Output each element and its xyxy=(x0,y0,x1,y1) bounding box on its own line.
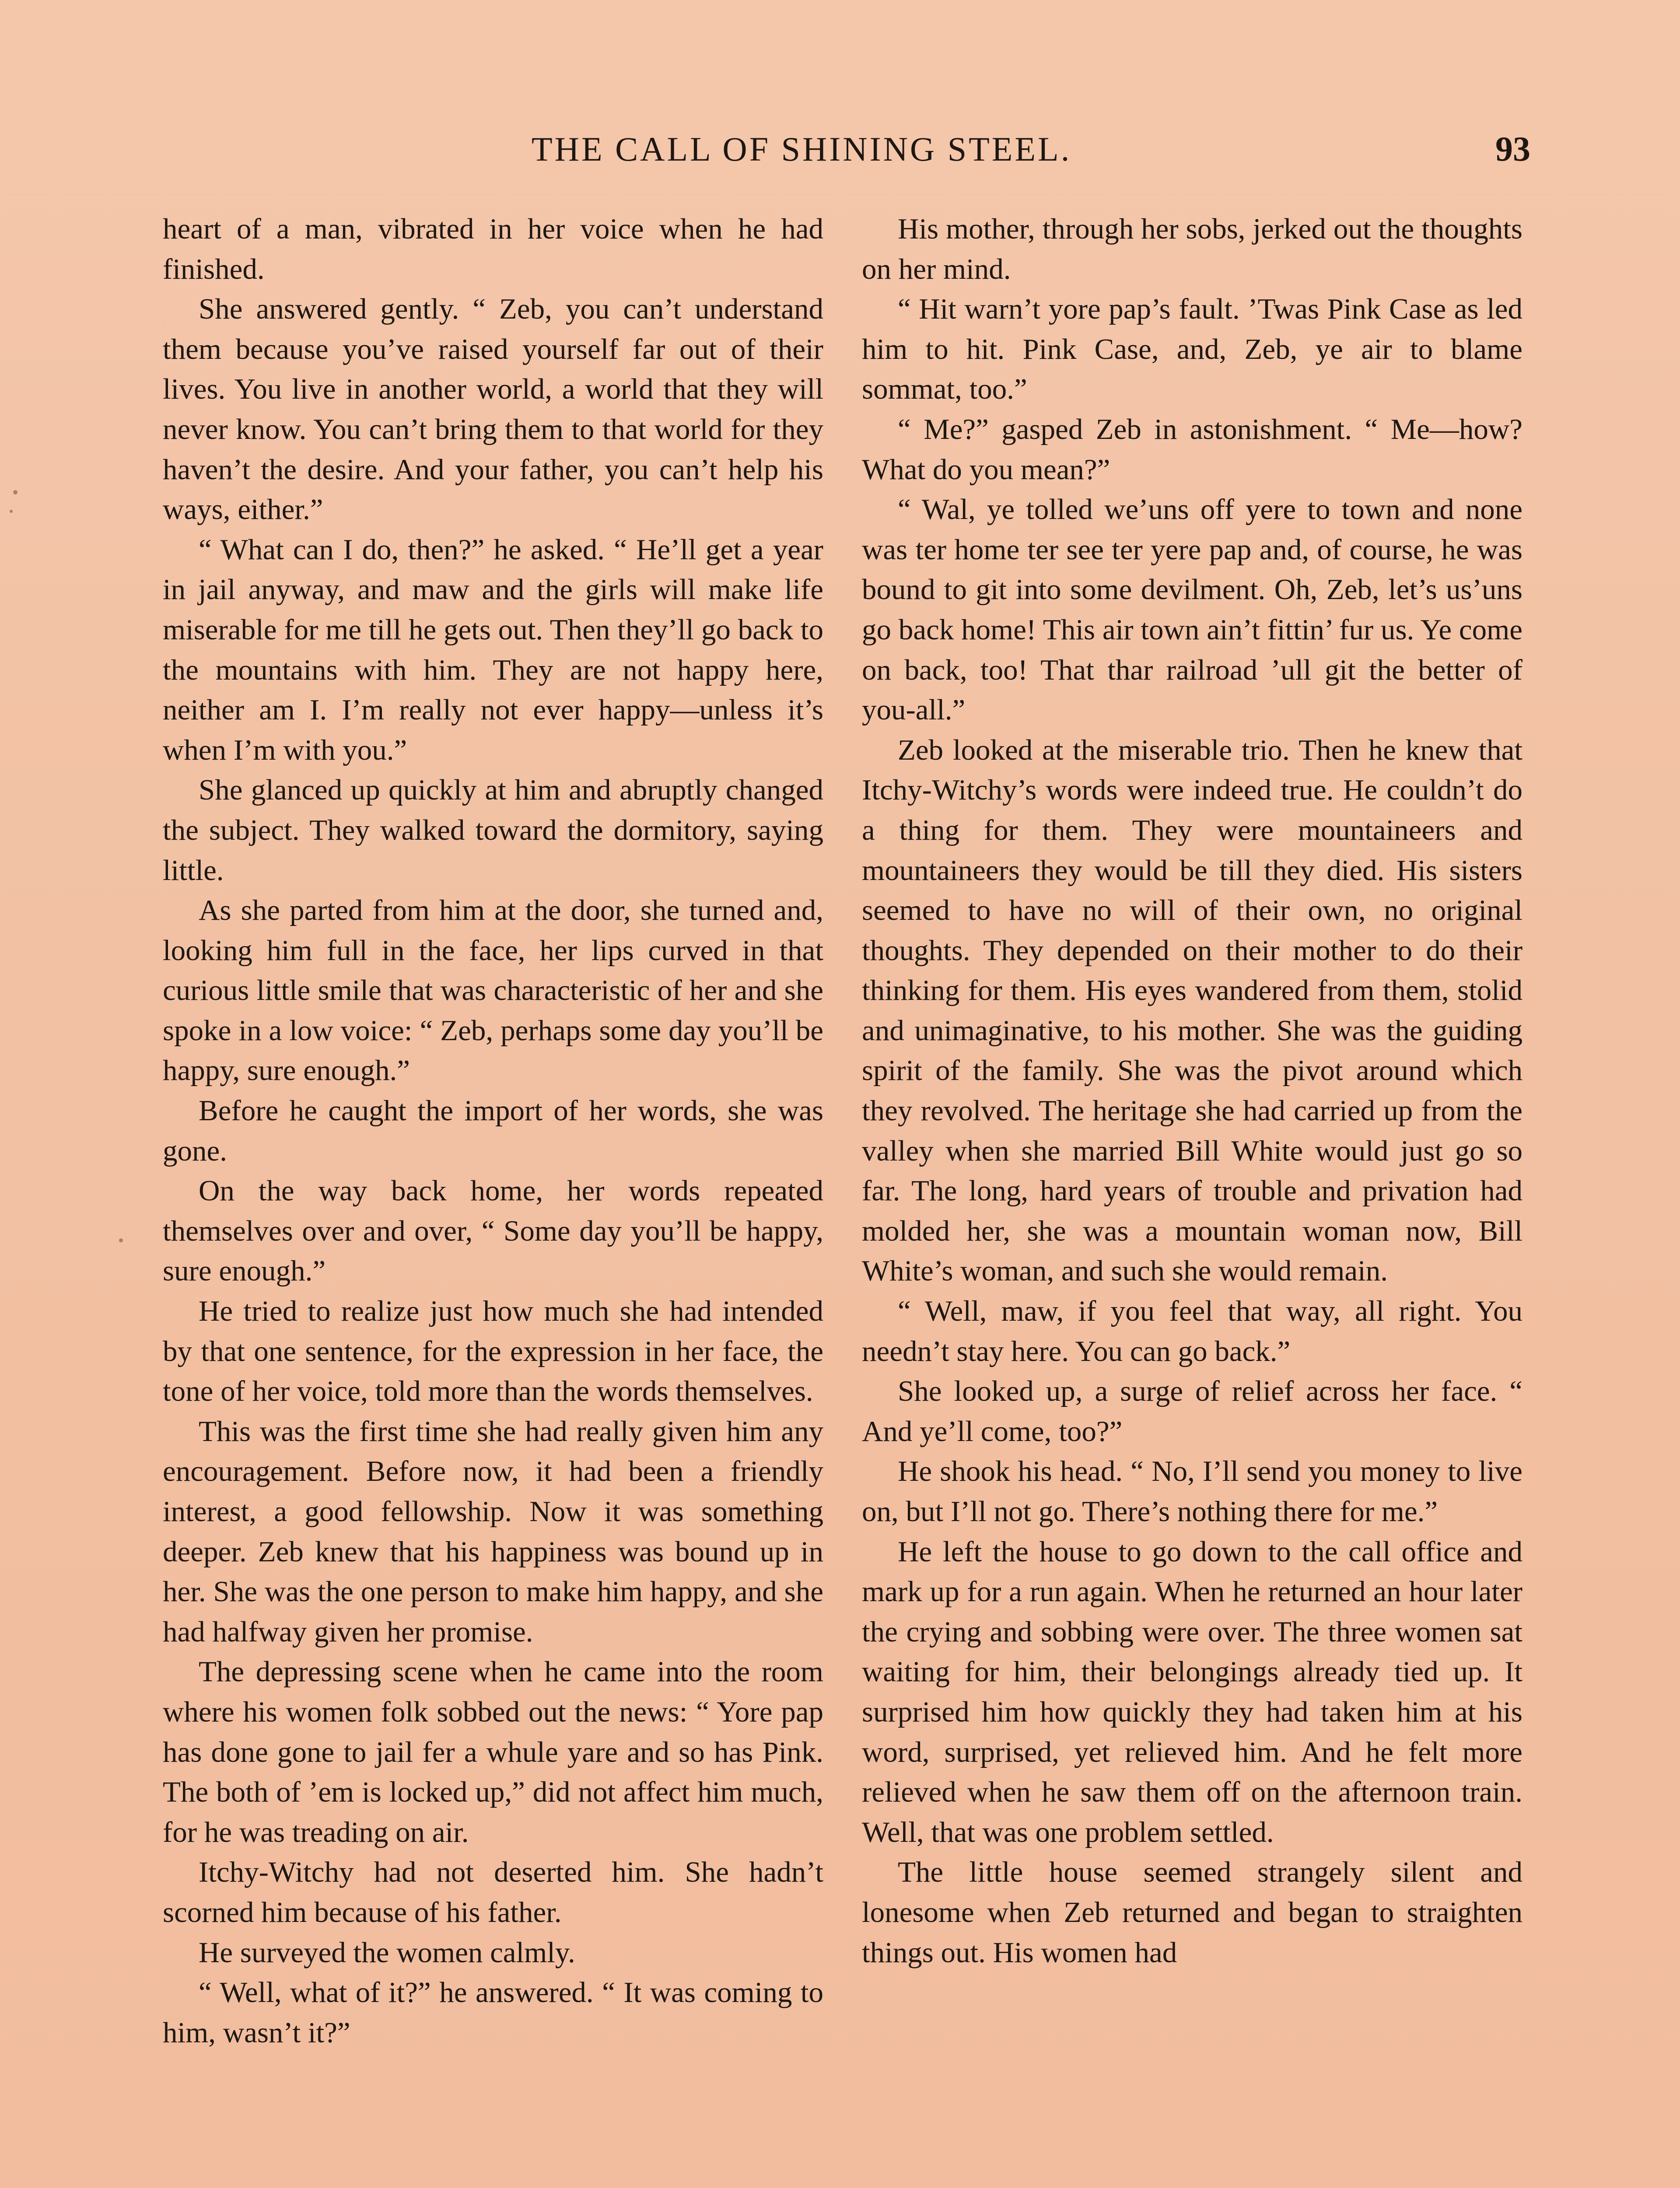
running-title: THE CALL OF SHINING STEEL. xyxy=(532,130,1072,168)
paragraph: The little house seemed strangely silent and lonesome when Zeb returned and began to straighten things out. His women had xyxy=(862,1856,1522,1969)
paragraph: She answered gently. “ Zeb, you can’t understand them because you’ve raised yourself far out of their lives. You live in another world, a world that they will never know. You can’t bring them to that world for they haven’t the desire. And your father, you can’t help his ways, either.” xyxy=(163,293,823,526)
paragraph: Zeb looked at the miserable trio. Then he knew that Itchy-Witchy’s words were indeed true. He couldn’t do a thing for them. They were mountaineers and mountaineers they would be till they died. His sisters seemed to have no will of their own, no original thoughts. They depended on their mother to do their thinking for them. His eyes wandered from them, stolid and unimaginative, to his mother. She was the guiding spirit of the family. She was the pivot around which they revolved. The heritage she had carried up from the valley when she married Bill White would just go so far. The long, hard years of trouble and privation had molded her, she was a mountain woman now, Bill White’s woman, and such she would remain. xyxy=(862,733,1522,1287)
paper-speck xyxy=(119,1238,123,1242)
right-column xyxy=(862,209,1522,1973)
paragraph: “ Hit warn’t yore pap’s fault. ’Twas Pink Case as led him to hit. Pink Case, and, Zeb, ye air to blame sommat, too.” xyxy=(862,293,1522,406)
paragraph: He tried to realize just how much she had intended by that one sentence, for the expression in her face, the tone of her voice, told more than the words themselves. xyxy=(163,1295,823,1408)
paragraph: Itchy-Witchy had not deserted him. She hadn’t scorned him because of his father. xyxy=(163,1856,823,1929)
paragraph: As she parted from him at the door, she turned and, looking him full in the face, her lips curved in that curious little smile that was characteristic of her and she spoke in a low voice: “ Zeb, perhaps some day you’ll be happy, sure enough.” xyxy=(163,894,823,1087)
paragraph: His mother, through her sobs, jerked out the thoughts on her mind. xyxy=(862,213,1522,285)
paper-speck xyxy=(13,490,18,494)
page-header xyxy=(0,130,1680,178)
paragraph: He shook his head. “ No, I’ll send you money to live on, but I’ll not go. There’s nothing there for me.” xyxy=(862,1455,1522,1528)
paragraph: “ What can I do, then?” he asked. “ He’ll get a year in jail anyway, and maw and the girls will make life miserable for me till he gets out. Then they’ll go back to the mountains with him. They are not happy here, neither am I. I’m really not ever happy—unless it’s when I’m with you.” xyxy=(163,533,823,766)
paragraph: He surveyed the women calmly. xyxy=(199,1936,575,1969)
page-number: 93 xyxy=(1495,130,1530,168)
paragraph: “ Me?” gasped Zeb in astonishment. “ Me—how? What do you mean?” xyxy=(862,413,1522,486)
paragraph: On the way back home, her words repeated themselves over and over, “ Some day you’ll be happy, sure enough.” xyxy=(163,1175,823,1287)
paragraph: He left the house to go down to the call office and mark up for a run again. When he returned an hour later the crying and sobbing were over. The three women sat waiting for him, their belongings already tied up. It surprised him how quickly they had taken him at his word, surprised, yet relieved him. And he felt more relieved when he saw them off on the afternoon train. Well, that was one problem settled. xyxy=(862,1535,1522,1848)
paragraph: The depressing scene when he came into the room where his women folk sobbed out the news: “ Yore pap has done gone to jail fer a whule yare and so has Pink. The both of ’em is locked up,” did not affect him much, for he was treading on air. xyxy=(163,1655,823,1848)
paper-speck xyxy=(10,510,13,513)
paragraph: “ Well, maw, if you feel that way, all right. You needn’t stay here. You can go back.” xyxy=(862,1295,1522,1368)
paragraph: “ Wal, ye tolled we’uns off yere to town and none was ter home ter see ter yere pap and, of course, he was bound to git into some devilment. Oh, Zeb, let’s us’uns go back home! This air town ain’t fittin’ fur us. Ye come on back, too! That thar railroad ’ull git the better of you-all.” xyxy=(862,493,1522,726)
paragraph: She looked up, a surge of relief across her face. “ And ye’ll come, too?” xyxy=(862,1375,1522,1448)
paragraph: Before he caught the import of her words, she was gone. xyxy=(163,1094,823,1167)
paragraph: “ Well, what of it?” he answered. “ It was coming to him, wasn’t it?” xyxy=(163,1976,823,2049)
left-column xyxy=(163,209,823,2053)
paragraph: This was the first time she had really given him any encouragement. Before now, it had been a friendly interest, a good fellowship. Now it was something deeper. Zeb knew that his happiness was bound up in her. She was the one person to make him happy, and she had halfway given her promise. xyxy=(163,1415,823,1648)
paragraph: heart of a man, vibrated in her voice when he had finished. xyxy=(163,213,823,285)
paragraph: She glanced up quickly at him and abruptly changed the subject. They walked toward the dormitory, saying little. xyxy=(163,774,823,887)
